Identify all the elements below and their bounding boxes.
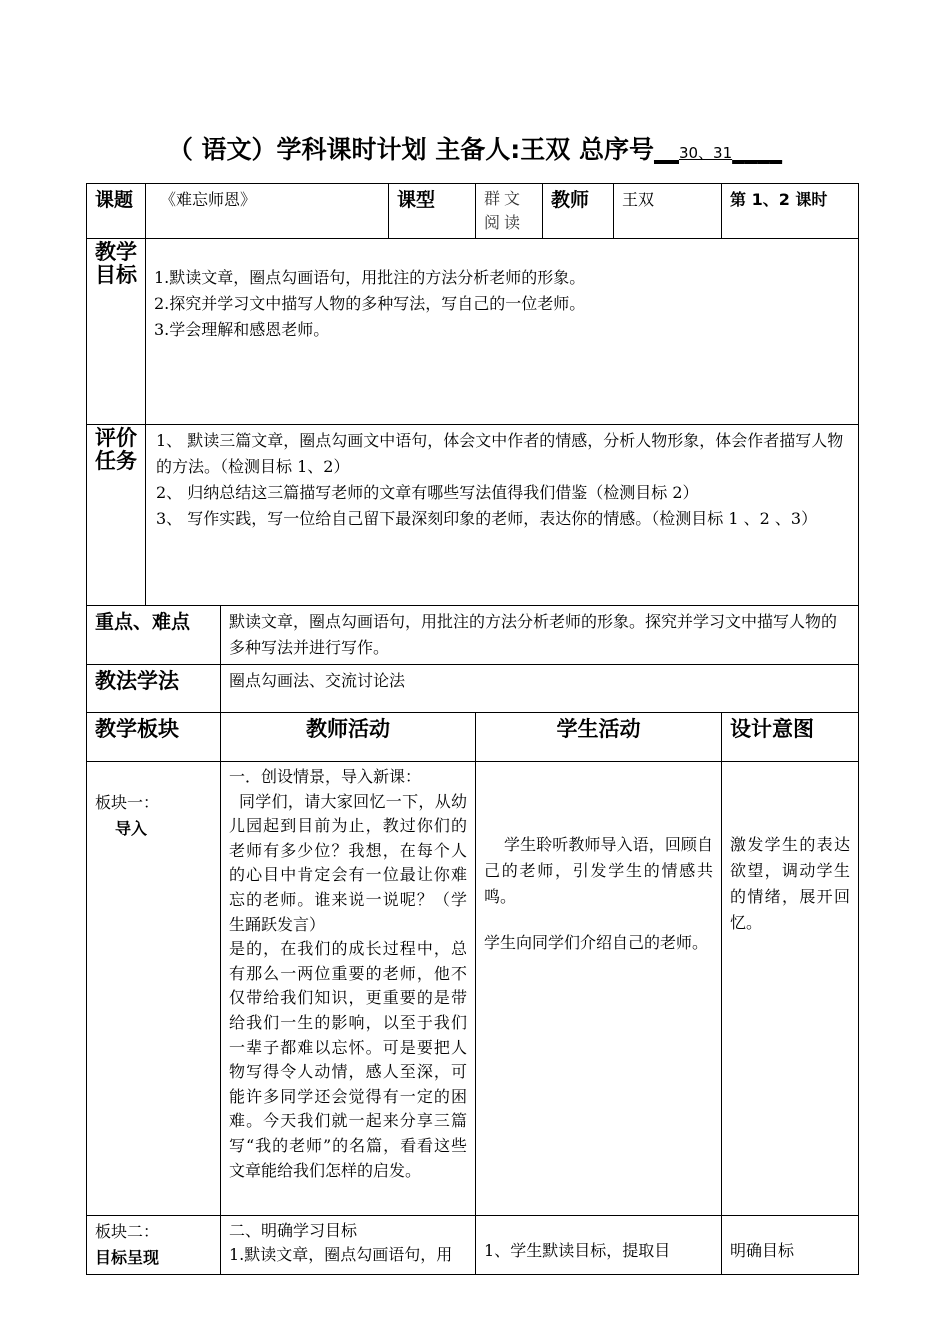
goals-content [146,239,859,425]
block2-label: 板块二： [95,1222,160,1241]
page-title: （ 语文）学科课时计划 主备人:王双 总序号__30、31____ [167,135,783,164]
lesson-plan-table [86,183,859,1275]
col-header-block: 教学板块 [87,713,221,762]
type-value: 群文阅读 [476,184,543,239]
goals-label: 教学目标 [87,239,146,425]
teacher-label: 教师 [543,184,614,239]
block2-intent: 明确目标 [722,1216,859,1275]
keypoints-row [87,606,859,665]
evaluation-row [87,425,859,606]
evaluation-item: 1、 默读三篇文章，圈点勾画文中语句，体会文中作者的情感，分析人物形象，体会作者描写人物的方法。（检测目标 1、2） [156,431,844,476]
block1-row [87,762,859,1216]
block1-teacher-heading: 一．创设情景，导入新课： [229,767,422,786]
keypoints-label: 重点、难点 [87,606,221,665]
block2-name: 目标呈现 [95,1248,160,1267]
block1-teacher-text1: 同学们，请大家回忆一下，从幼儿园起到目前为止，教过你们的老师有多少位？我想，在每个人的心目中肯定会有一位最让你难忘的老师。谁来说一说呢？（学生踊跃发言） [229,791,468,934]
goal-item: 1.默读文章，圈点勾画语句，用批注的方法分析老师的形象。 [154,268,586,287]
block2-teacher-text: 1.默读文章，圈点勾画语句，用 [229,1245,453,1264]
topic-value: 《难忘师恩》 [146,184,389,239]
type-label: 课型 [389,184,476,239]
block1-name: 导入 [115,819,148,838]
column-header-row [87,713,859,762]
methods-text: 圈点勾画法、交流讨论法 [221,665,859,713]
evaluation-label: 评价任务 [87,425,146,606]
topic-label: 课题 [87,184,146,239]
block1-student-text1: 学生聆听教师导入语，回顾自己的老师，引发学生的情感共鸣。 [484,835,714,906]
goals-row [87,239,859,425]
col-header-intent: 设计意图 [722,713,859,762]
block2-label-cell [87,1216,221,1275]
evaluation-item: 3、 写作实践，写一位给自己留下最深刻印象的老师，表达你的情感。（检测目标 1 、2 、3） [156,509,818,528]
keypoints-text: 默读文章，圈点勾画语句，用批注的方法分析老师的形象。探究并学习文中描写人物的多种写法并进行写作。 [221,606,859,665]
teacher-value: 王双 [614,184,722,239]
col-header-student: 学生活动 [476,713,722,762]
period-value: 第 1、2 课时 [722,184,859,239]
block2-teacher-heading: 二、明确学习目标 [229,1221,358,1240]
block1-student-text2: 学生向同学们介绍自己的老师。 [484,933,709,952]
goal-item: 3.学会理解和感恩老师。 [154,320,330,339]
evaluation-item: 2、 归纳总结这三篇描写老师的文章有哪些写法值得我们借鉴（检测目标 2） [156,483,699,502]
block1-label: 板块一： [95,793,160,812]
block2-teacher-activity [221,1216,476,1275]
serial-number: 30、31 [678,144,733,162]
block1-student-activity [476,762,722,1216]
col-header-teacher: 教师活动 [221,713,476,762]
block2-student-activity: 1、学生默读目标，提取目 [476,1216,722,1275]
block2-row [87,1216,859,1275]
evaluation-content [146,425,859,606]
goal-item: 2.探究并学习文中描写人物的多种写法，写自己的一位老师。 [154,294,586,313]
block1-intent: 激发学生的表达欲望，调动学生的情绪，展开回忆。 [722,762,859,1216]
header-row [87,184,859,239]
block1-teacher-text2: 是的，在我们的成长过程中，总有那么一两位重要的老师，他不仅带给我们知识，更重要的是带给我们一生的影响，以至于我们一辈子都难以忘怀。可是要把人物写得令人动情，感人至深，可能许多同学还会觉得有一定的困难。今天我们就一起来分享三篇写“我的老师”的名篇，看看这些文章能给我们怎样的启发。 [229,939,468,1180]
methods-row [87,665,859,713]
block1-label-cell [87,762,221,1216]
methods-label: 教法学法 [87,665,221,713]
title-text: （ 语文）学科课时计划 主备人:王双 总序号 [167,135,654,164]
block1-teacher-activity [221,762,476,1216]
